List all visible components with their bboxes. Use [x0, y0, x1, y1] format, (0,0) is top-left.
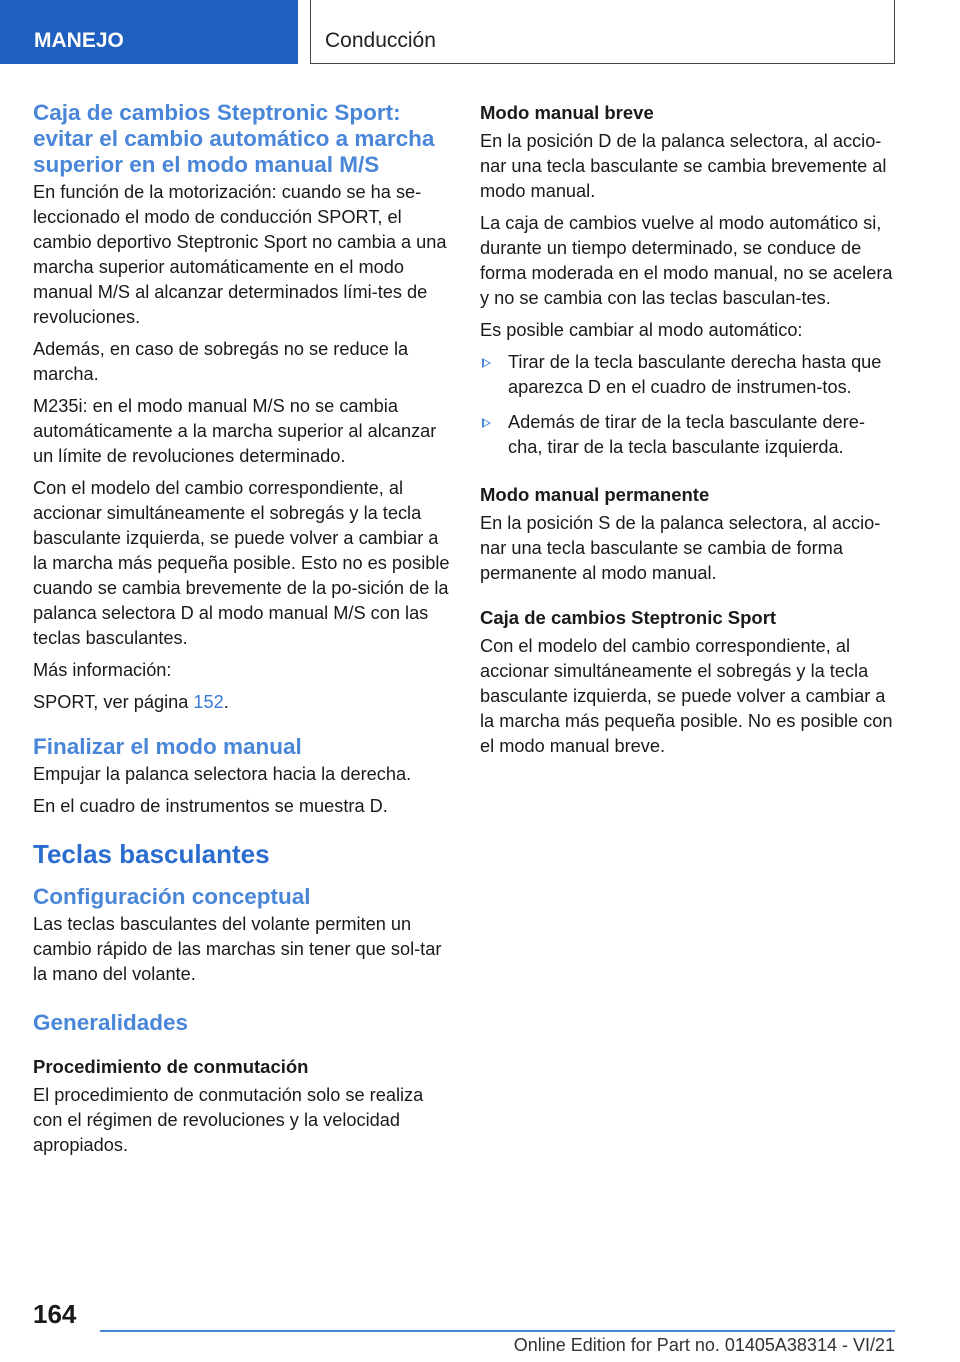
left-column: [33, 100, 451, 1165]
paragraph: Con el modelo del cambio correspondiente, al accionar simultáneamente el sobregás y la tecla basculante izquierda, se puede volver a cambiar a la marcha más pequeña posible. Esto no es posible cuando se cambia brevemente de la po-sición de la palanca selectora D al modo manual M/S con las teclas basculantes.: [33, 478, 450, 648]
right-column: [480, 100, 898, 766]
page-number: 164: [33, 1299, 77, 1329]
page-link[interactable]: 152: [193, 692, 224, 712]
paragraph: La caja de cambios vuelve al modo automático si, durante un tiempo determinado, se conduce de forma moderada en el modo manual, no se acelera y no se cambia con las teclas basculan-tes.: [480, 213, 893, 308]
paragraph: Además, en caso de sobregás no se reduce la marcha.: [33, 339, 409, 384]
list-item: [480, 410, 898, 460]
footer-divider: [100, 1330, 895, 1332]
heading-end-manual: Finalizar el modo manual: [33, 734, 302, 759]
paragraph: M235i: en el modo manual M/S no se cambia automáticamente a la marcha superior al alcanzar un límite de revoluciones determinado.: [33, 396, 437, 466]
heading-paddles: Teclas basculantes: [33, 839, 270, 869]
heading-brief-manual: Modo manual breve: [480, 102, 654, 123]
heading-procedure: Procedimiento de conmutación: [33, 1056, 309, 1077]
paragraph: Más información:: [33, 660, 172, 680]
triangle-bullet-icon: [482, 418, 491, 428]
paragraph: En la posición D de la palanca selectora, al accio-nar una tecla basculante se cambia brevemente al modo manual.: [480, 131, 887, 201]
paragraph: En el cuadro de instrumentos se muestra D.: [33, 796, 388, 816]
paragraph: Empujar la palanca selectora hacia la derecha.: [33, 764, 412, 784]
paragraph: En la posición S de la palanca selectora, al accio-nar una tecla basculante se cambia de forma permanente al modo manual.: [480, 513, 881, 583]
chapter-title: Conducción: [325, 29, 436, 52]
heading-permanent-manual: Modo manual permanente: [480, 484, 710, 505]
paragraph-reference: [33, 690, 451, 715]
section-title: MANEJO: [34, 29, 124, 52]
heading-steptronic-sport: Caja de cambios Steptronic Sport: [480, 607, 777, 628]
heading-autoshift: Caja de cambios Steptronic Sport: evitar el cambio automático a marcha superior en el modo manual M/S: [33, 100, 435, 177]
reference-end: .: [223, 692, 229, 712]
edition-note: Online Edition for Part no. 01405A38314 - VI/21: [513, 1335, 895, 1355]
list-item-text: Tirar de la tecla basculante derecha hasta que aparezca D en el cuadro de instrumen-tos.: [508, 352, 882, 397]
list-item: [480, 350, 898, 400]
bullet-list: [480, 350, 898, 460]
chapter-tab: [310, 0, 895, 64]
triangle-bullet-icon: [482, 358, 491, 368]
reference-text: SPORT, ver página: [33, 692, 194, 712]
paragraph: Las teclas basculantes del volante permiten un cambio rápido de las marchas sin tener que sol-tar la mano del volante.: [33, 914, 442, 984]
list-item-text: Además de tirar de la tecla basculante dere-cha, tirar de la tecla basculante izquierda.: [508, 412, 865, 457]
section-tab: [0, 0, 298, 64]
paragraph: En función de la motorización: cuando se ha se-leccionado el modo de conducción SPORT, el cambio deportivo Steptronic Sport no cambia a una marcha superior automáticamente en el modo manual M/S al alcanzar determinados lími-tes de revoluciones.: [33, 182, 447, 327]
paragraph: Con el modelo del cambio correspondiente, al accionar simultáneamente el sobregás y la tecla basculante izquierda, se puede volver a cambiar a la marcha más pequeña posible. No es posible con el modo manual breve.: [480, 636, 893, 756]
heading-general: Generalidades: [33, 1010, 189, 1035]
paragraph: El procedimiento de conmutación solo se realiza con el régimen de revoluciones y la velocidad apropiados.: [33, 1085, 424, 1155]
heading-concept: Configuración conceptual: [33, 884, 311, 909]
paragraph: Es posible cambiar al modo automático:: [480, 320, 803, 340]
